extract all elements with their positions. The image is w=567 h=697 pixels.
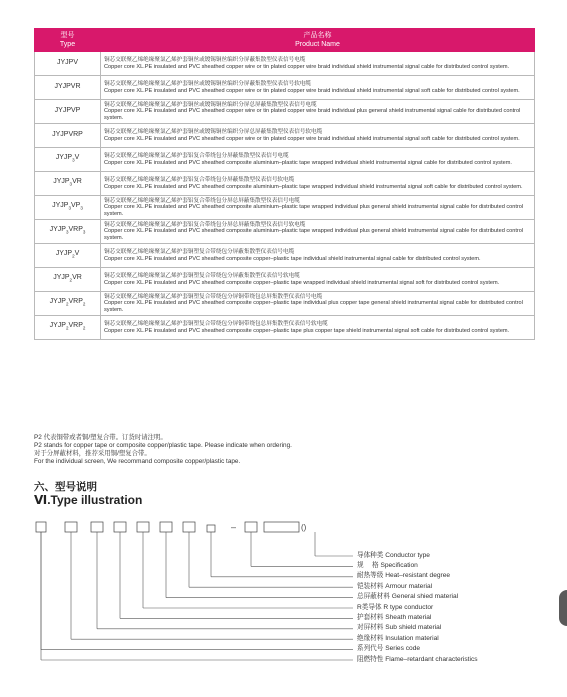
legend-item: 规 格 Specification: [357, 561, 418, 569]
legend-item: R类导体 R type conductor: [357, 603, 434, 611]
type-code-subscript: 2: [82, 325, 86, 331]
note-line: 对于分屏蔽材料，推荐采用铜/塑复合带。: [34, 450, 151, 457]
product-name-en: Copper core XL.PE insulated and PVC sheathed composite copper–plastic tape individual plus copper tape general shield instrumental signal cable for distributed control system.: [104, 300, 523, 313]
type-code-base: JYJP: [53, 274, 70, 281]
type-code-base: JYJPVRP: [52, 131, 83, 139]
legend-item: 护套材料 Sheath material: [357, 613, 432, 621]
product-name-zh: 铜芯交联聚乙烯绝缘聚氯乙烯护套铝复合带绕包分屏蔽集散型仪表信号电缆: [104, 152, 289, 159]
type-code-subscript: 2: [82, 301, 86, 307]
legend-item: 系列代号 Series code: [357, 645, 421, 653]
product-name-zh: 铜芯交联聚乙烯绝缘聚氯乙烯护套铜塑复合带绕包分屏蔽集散型仪表信号电缆: [104, 248, 295, 255]
type-code-base: JYJP: [49, 298, 66, 305]
type-code-suffix: VP: [71, 202, 81, 209]
product-name-en: Copper core XL.PE insulated and PVC sheathed composite copper–plastic tape wrapped individual shield instrumental signal soft for distributed control system.: [104, 279, 500, 286]
legend-item: 总屏蔽材料 General shied material: [357, 593, 459, 601]
code-box: [264, 522, 299, 532]
product-name-zh: 铜芯交联聚乙烯绝缘聚氯乙烯护套铜塑复合带绕包分屏铜带绕包总屏集散型仪表信号电缆: [104, 293, 323, 300]
product-name-en: Copper core XL.PE insulated and PVC sheathed composite aluminium–plastic tape wrapped individual shield instrumental signal cable for distributed control system.: [104, 159, 512, 166]
type-code-subscript: 2: [65, 301, 69, 307]
product-name-zh: 铜芯交联聚乙烯绝缘聚氯乙烯护套铜丝或镀锡铜丝编织分屏总屏蔽集散型仪表信号软电缆: [104, 128, 323, 135]
type-code-suffix: V: [74, 250, 80, 257]
type-code-suffix: VR: [72, 178, 82, 185]
product-name-en: Copper core XL.PE insulated and PVC sheathed composite aluminium–plastic tape wrapped individual shield instrumental signal soft cable for distributed control system.: [104, 183, 523, 190]
code-parens: (): [301, 523, 307, 532]
code-box: [91, 522, 103, 532]
product-name-zh: 铜芯交联聚乙烯绝缘聚氯乙烯护套铝复合带绕包分屏总屏蔽集散型仪表信号软电缆: [104, 221, 306, 228]
code-box: [183, 522, 195, 532]
product-name-en: Copper core XL.PE insulated and PVC sheathed copper wire or tin plated copper wire braid individual shield instrumental signal soft cable for distributed control system.: [104, 135, 520, 142]
product-name-en: Copper core XL.PE insulated and PVC sheathed composite aluminium–plastic tape wrapped individual plus general shield instrumental signal cable for distributed control system.: [104, 204, 524, 217]
type-code-subscript: 3: [65, 229, 69, 235]
type-code-suffix: VR: [72, 274, 82, 281]
code-box: [36, 522, 46, 532]
code-box: [114, 522, 126, 532]
product-name-zh: 铜芯交联聚乙烯绝缘聚氯乙烯护套铜塑复合带绕包分屏铜带绕包总屏集散型仪表信号软电缆: [104, 320, 328, 327]
type-code-suffix: VRP: [68, 226, 83, 233]
section-title-en: Ⅵ.Type illustration: [34, 493, 143, 507]
product-name-zh: 铜芯交联聚乙烯绝缘聚氯乙烯护套铜丝或镀锡铜丝编织分屏蔽集散型仪表信号电缆: [104, 56, 306, 63]
product-name-zh: 铜芯交联聚乙烯绝缘聚氯乙烯护套铜塑复合带绕包分屏蔽集散型仪表信号软电缆: [104, 272, 300, 279]
type-code-subscript: 3: [68, 205, 71, 211]
product-name-en: Copper core XL.PE insulated and PVC sheathed copper wire or tin plated copper wire braid individual plus general shield instrumental signal cable for distributed control system.: [104, 108, 521, 121]
legend-item: 导体种类 Conductor type: [357, 551, 430, 559]
product-name-en: Copper core XL.PE insulated and PVC sheathed composite aluminium–plastic tape wrapped individual plus general shield instrumental signal cable for distributed control system.: [104, 228, 524, 241]
type-code-subscript: 3: [82, 229, 86, 235]
type-code-suffix: VRP: [68, 322, 83, 329]
code-separator: –: [231, 522, 237, 532]
code-box: [245, 522, 257, 532]
type-code-subscript: 2: [69, 277, 73, 283]
legend-item: 铠装材料 Armour material: [357, 582, 433, 590]
product-name-zh: 铜芯交联聚乙烯绝缘聚氯乙烯护套铝复合带绕包分屏总屏蔽集散型仪表信号电缆: [104, 197, 300, 204]
product-name-en: Copper core XL.PE insulated and PVC sheathed composite copper–plastic tape individual shield instrumental signal cable for distributed control system.: [104, 255, 481, 262]
note-line: P2 stands for copper tape or composite copper/plastic tape. Please indicate when ordering.: [34, 442, 292, 449]
legend-item: 阻燃特性 Flame–retardant characteristics: [357, 655, 478, 663]
type-code-base: JYJP: [49, 226, 66, 233]
type-header-zh: 型号: [60, 32, 75, 39]
product-name-en: Copper core XL.PE insulated and PVC sheathed copper wire or tin plated copper wire braid individual shield instrumental signal soft cable for distributed control system.: [104, 87, 520, 94]
legend-item: 绝缘材料 Insulation material: [357, 634, 439, 642]
type-code-base: JYJPV: [56, 59, 78, 67]
name-header-en: Product Name: [295, 41, 340, 48]
product-name-en: Copper core XL.PE insulated and PVC sheathed composite copper–plastic tape plus copper tape shield instrumental signal soft cable for distributed control system.: [104, 327, 510, 334]
product-name-en: Copper core XL.PE insulated and PVC sheathed copper wire or tin plated copper wire braid individual shield instrumental signal cable for distributed control system.: [104, 63, 510, 70]
type-code-subscript: 3: [80, 205, 83, 211]
legend-item: 对屏材料 Sub shield material: [357, 624, 442, 632]
product-name-zh: 铜芯交联聚乙烯绝缘聚氯乙烯护套铜丝或镀锡铜丝编织分屏蔽集散型仪表信号软电缆: [104, 80, 311, 87]
type-code-suffix: VRP: [68, 298, 83, 305]
type-code-subscript: 2: [65, 325, 69, 331]
name-header-zh: 产品名称: [303, 32, 332, 39]
note-line: P2 代表铜带或者铜/塑复合带。订货时请注明。: [34, 434, 167, 441]
type-header-en: Type: [59, 41, 76, 48]
type-code-base: JYJP: [55, 250, 73, 257]
product-name-zh: 铜芯交联聚乙烯绝缘聚氯乙烯护套铝复合带绕包分屏蔽集散型仪表信号软电缆: [104, 176, 295, 183]
page-side-tab: [559, 590, 567, 626]
type-code-subscript: 3: [72, 157, 75, 163]
type-code-base: JYJP: [49, 322, 66, 329]
product-name-zh: 铜芯交联聚乙烯绝缘聚氯乙烯护套铜丝或镀锡铜丝编织分屏总屏蔽集散型仪表信号电缆: [104, 101, 317, 108]
code-box: [160, 522, 172, 532]
type-code-base: JYJPVP: [54, 107, 81, 115]
type-code-base: JYJPVR: [54, 83, 81, 91]
section-title-zh: 六、型号说明: [34, 481, 97, 493]
code-box: [207, 525, 215, 532]
type-code-subscript: 3: [69, 181, 73, 187]
type-code-base: JYJP: [53, 178, 70, 185]
legend-item: 耐热等级 Heat–resistant degree: [357, 572, 451, 580]
type-code-base: JYJP: [52, 202, 69, 209]
type-code-base: JYJP: [55, 154, 73, 161]
note-line: For the individual screen, We recommand composite copper/plastic tape.: [34, 458, 241, 465]
code-box: [65, 522, 77, 532]
code-box: [137, 522, 149, 532]
type-code-suffix: V: [74, 154, 80, 161]
type-code-subscript: 2: [72, 253, 75, 259]
